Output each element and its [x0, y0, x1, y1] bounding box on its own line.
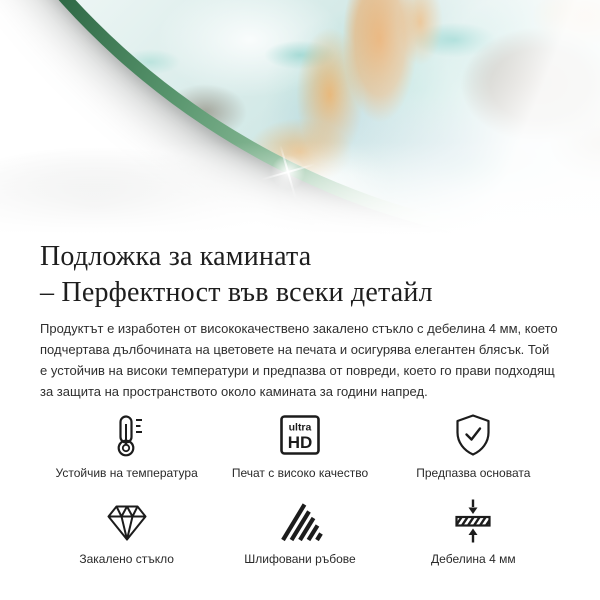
product-description-section: [0, 239, 600, 567]
feature-label: Шлифовани ръбове: [244, 552, 356, 566]
diamond-icon: [103, 497, 151, 545]
feature-polished-edges: [213, 497, 386, 567]
page-title-line2: – Перфектност във всеки детайл: [40, 277, 433, 308]
feature-label: Дебелина 4 мм: [431, 552, 516, 566]
feature-label: Устойчив на температура: [55, 466, 198, 480]
feature-protects-base: [387, 411, 560, 481]
feature-thickness: [387, 497, 560, 567]
feature-temperature-resistant: [40, 411, 213, 481]
hero-white-fade: [0, 0, 600, 237]
feature-label: Закалено стъкло: [79, 552, 174, 566]
feature-grid: [40, 411, 560, 567]
sparkle-highlight-icon: [266, 150, 310, 194]
feature-tempered-glass: [40, 497, 213, 567]
ultra-hd-icon: [276, 411, 324, 459]
product-hero-image: [0, 0, 600, 237]
feature-label: Печат с високо качество: [231, 466, 369, 480]
feature-high-quality-print: [213, 411, 386, 481]
page-title-line1: Подложка за камината: [40, 241, 312, 272]
product-description-text: Продуктът е изработен от висококачествено закалено стъкло с дебелина 4 мм, което подчертава дълбочината на цветовете на печата и осигурява елегантен блясък. Той е устойчив на високи температури и предпазва от повреди, което го прави подходящ за защита на пространството около камината за години напред.: [40, 321, 558, 399]
shield-check-icon: [449, 411, 497, 459]
feature-label: Предпазва основата: [416, 466, 531, 480]
thermometer-icon: [103, 411, 151, 459]
ultra-hd-badge-top: ultra: [288, 421, 312, 434]
page-title: [40, 239, 560, 311]
polished-edges-icon: [276, 497, 324, 545]
ultra-hd-badge-bottom: HD: [287, 433, 313, 452]
thickness-icon: [449, 497, 497, 545]
